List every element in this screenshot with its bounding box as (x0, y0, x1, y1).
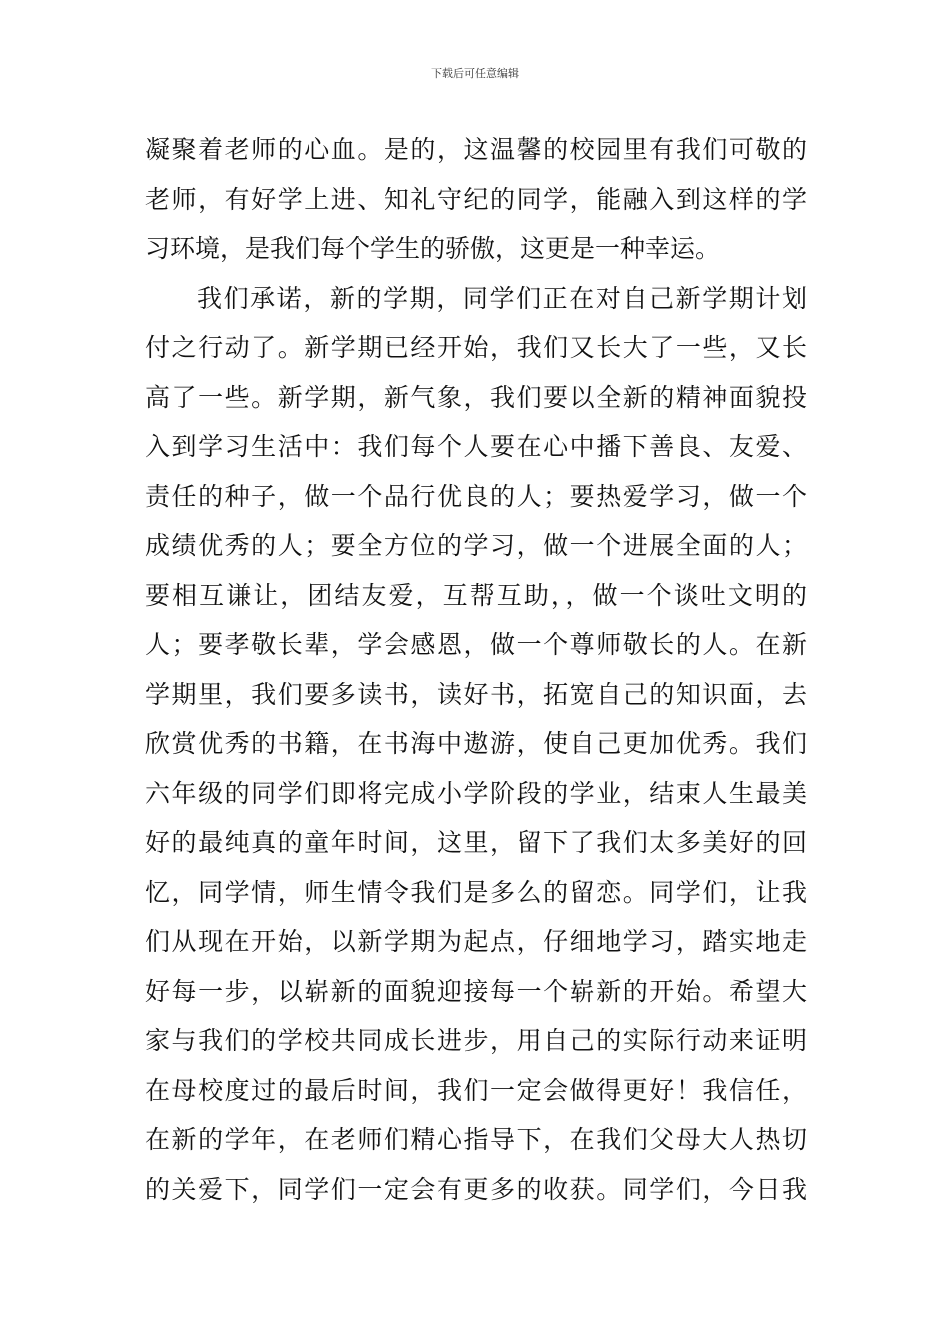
text-line: 人；要孝敬长辈，学会感恩，做一个尊师敬长的人。在新 (145, 630, 807, 659)
text-line: 老师，有好学上进、知礼守纪的同学，能融入到这样的学 (145, 184, 807, 214)
text-line: 我们承诺，新的学期，同学们正在对自己新学期计划 (197, 283, 807, 313)
text-line: 高了一些。新学期，新气象，我们要以全新的精神面貌投 (145, 382, 807, 412)
text-line: 在母校度过的最后时间，我们一定会做得更好！我信任， (145, 1075, 807, 1105)
text-line: 要相互谦让，团结友爱，互帮互助，，做一个谈吐文明的 (145, 580, 807, 610)
page-header: 下载后可任意编辑 (431, 67, 519, 80)
text-line: 好的最纯真的童年时间，这里，留下了我们太多美好的回 (145, 828, 807, 857)
text-line: 凝聚着老师的心血。是的，这温馨的校园里有我们可敬的 (145, 135, 807, 164)
text-line: 成绩优秀的人；要全方位的学习，做一个进展全面的人； (145, 531, 807, 560)
text-line: 好每一步，以崭新的面貌迎接每一个崭新的开始。希望大 (145, 976, 807, 1006)
text-line: 六年级的同学们即将完成小学阶段的学业，结束人生最美 (145, 778, 807, 808)
text-line: 责任的种子，做一个品行优良的人；要热爱学习，做一个 (145, 481, 807, 511)
text-line: 在新的学年，在老师们精心指导下，在我们父母大人热切 (145, 1125, 807, 1154)
document-body (145, 125, 807, 1214)
text-line: 学期里，我们要多读书，读好书，拓宽自己的知识面，去 (145, 679, 807, 709)
text-line: 习环境，是我们每个学生的骄傲，这更是一种幸运。 (145, 234, 721, 263)
text-line: 欣赏优秀的书籍，在书海中遨游，使自己更加优秀。我们 (145, 729, 807, 758)
text-line: 家与我们的学校共同成长进步，用自己的实际行动来证明 (145, 1026, 807, 1055)
text-line: 们从现在开始，以新学期为起点，仔细地学习，踏实地走 (145, 927, 807, 956)
text-line: 付之行动了。新学期已经开始，我们又长大了一些，又长 (145, 333, 807, 362)
text-line: 忆，同学情，师生情令我们是多么的留恋。同学们，让我 (145, 877, 807, 907)
text-line: 的关爱下，同学们一定会有更多的收获。同学们，今日我 (145, 1174, 807, 1204)
text-line: 入到学习生活中：我们每个人要在心中播下善良、友爱、 (145, 432, 807, 461)
